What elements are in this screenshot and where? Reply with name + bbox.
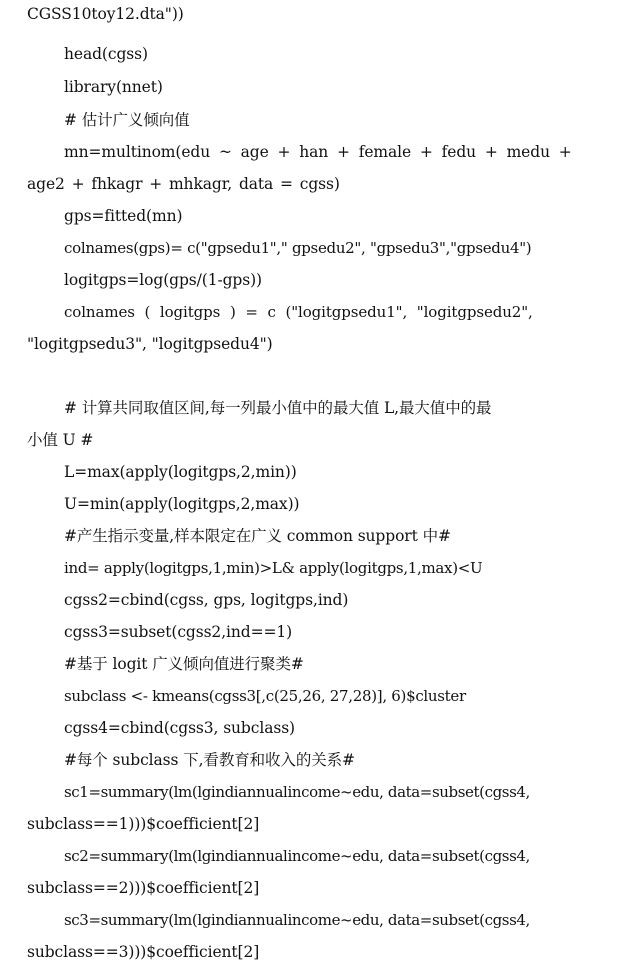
code-line: cgss2=cbind(cgss, gps, logitgps,ind) [64,591,349,609]
code-line: mn=multinom(edu ~ age + han + female + fedu + medu + [64,143,572,161]
code-line: L=max(apply(logitgps,2,min)) [64,463,297,481]
code-line: cgss4=cbind(cgss3, subclass) [64,719,295,737]
code-line: cgss3=subset(cgss2,ind==1) [64,623,293,641]
code-line: CGSS10toy12.dta")) [27,5,184,23]
code-line: age2 + fhkagr + mhkagr, data = cgss) [27,175,340,193]
code-line: colnames(gps)= c("gpsedu1"," gpsedu2", "gpsedu3","gpsedu4") [64,239,532,257]
code-line: #每个 subclass 下,看教育和收入的关系# [64,751,355,769]
code-line: logitgps=log(gps/(1-gps)) [64,271,263,289]
code-line: "logitgpsedu3", "logitgpsedu4") [27,335,273,353]
code-line: library(nnet) [64,78,163,96]
code-line: gps=fitted(mn) [64,207,183,225]
code-line: sc3=summary(lm(lgindiannualincome~edu, data=subset(cgss4, [64,911,530,929]
code-line: U=min(apply(logitgps,2,max)) [64,495,300,513]
code-line: colnames ( logitgps ) = c ("logitgpsedu1", "logitgpsedu2", [64,303,533,321]
code-line: # 计算共同取值区间,每一列最小值中的最大值 L,最大值中的最 [64,399,492,417]
code-line: subclass==2)))$coefficient[2] [27,879,260,897]
code-line: #产生指示变量,样本限定在广义 common support 中# [64,527,451,545]
code-line: sc1=summary(lm(lgindiannualincome~edu, data=subset(cgss4, [64,783,530,801]
code-line: subclass <- kmeans(cgss3[,c(25,26, 27,28)], 6)$cluster [64,687,466,705]
code-line: subclass==3)))$coefficient[2] [27,943,260,961]
code-line: #基于 logit 广义倾向值进行聚类# [64,655,304,673]
code-line: subclass==1)))$coefficient[2] [27,815,260,833]
code-line: 小值 U # [27,431,94,449]
code-line: ind= apply(logitgps,1,min)>L& apply(logitgps,1,max)<U [64,559,483,577]
code-line: sc2=summary(lm(lgindiannualincome~edu, data=subset(cgss4, [64,847,530,865]
code-line: # 估计广义倾向值 [64,111,190,129]
code-line: head(cgss) [64,45,148,63]
